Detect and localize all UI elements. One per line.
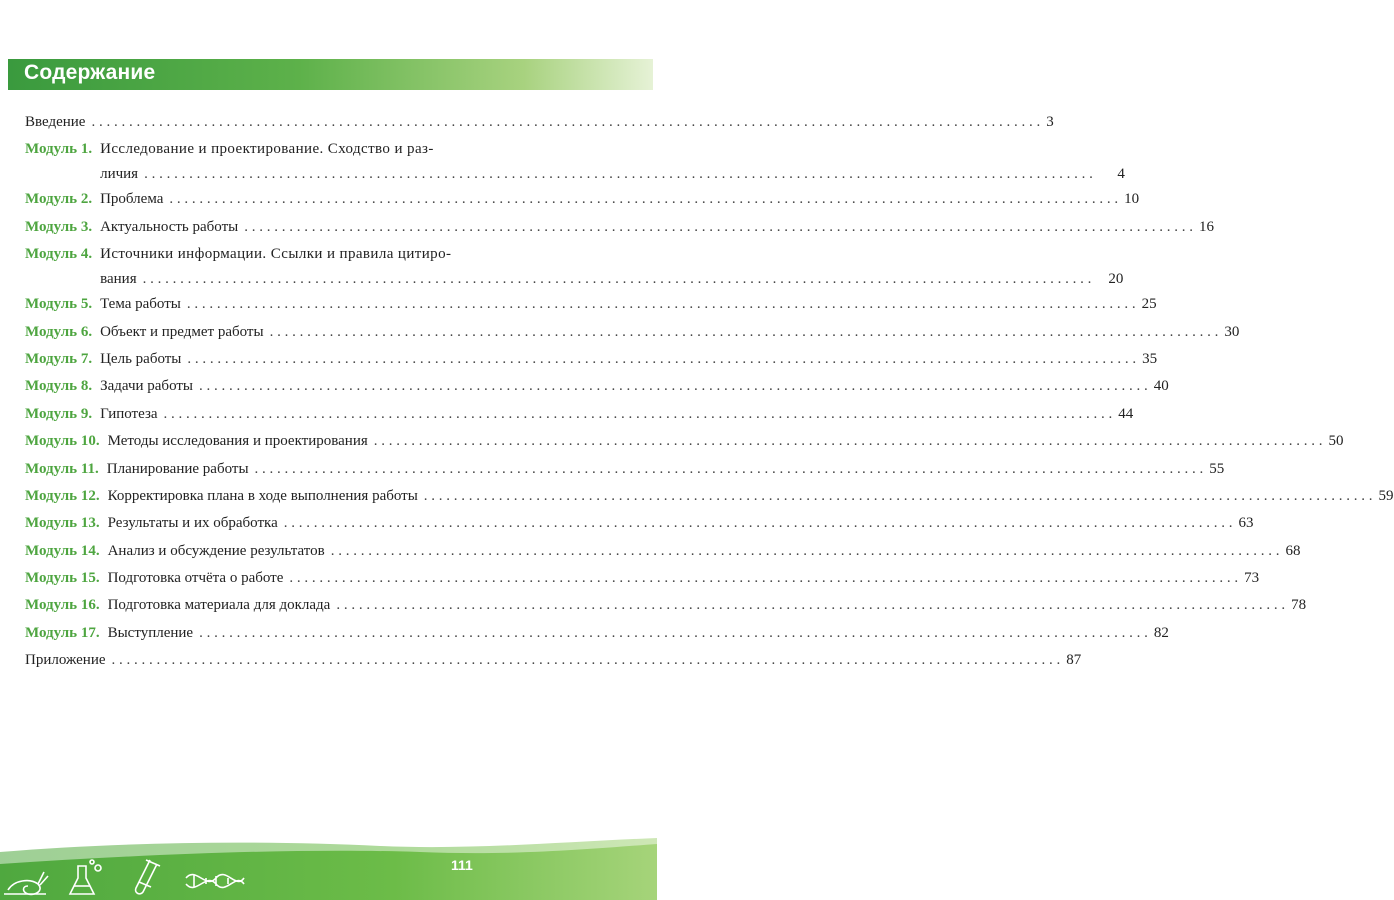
toc-entry-page: 25 [1141,296,1157,313]
module-label: Модуль 13. [25,515,100,532]
toc-entry-title-line1: Исследование и проектирование. Сходство и раз- [100,141,434,158]
toc-entry-module-17[interactable] [25,621,1169,648]
dot-leader [284,511,1233,536]
toc-entry-title-line2: вания [100,271,137,288]
module-label: Модуль 14. [25,542,100,559]
toc-entry-title: Методы исследования и проектирования [107,433,368,450]
toc-entry-title: Корректировка плана в ходе выполнения работы [107,487,418,504]
toc-entry-page: 63 [1238,515,1254,532]
toc-entry-module-12[interactable] [25,484,1394,511]
toc-entry-title-line1: Источники информации. Ссылки и правила цитиро- [100,246,452,263]
module-label: Модуль 17. [25,624,100,641]
toc-entry-appendix[interactable] [25,648,1082,675]
toc-entry-page: 78 [1291,597,1307,614]
toc-entry-title: Подготовка материала для доклада [107,597,331,614]
toc-entry-title: Гипотеза [100,405,158,422]
toc-entry-title: Результаты и их обработка [107,515,278,532]
toc-entry-page: 68 [1285,542,1301,559]
dot-leader [374,429,1323,454]
toc-entry-page: 73 [1244,570,1260,587]
dot-leader [289,566,1238,591]
toc-entry-page: 40 [1153,378,1169,395]
toc-entry-title: Проблема [100,191,164,208]
toc-entry-page: 82 [1153,624,1169,641]
toc-entry-module-16[interactable] [25,593,1307,620]
dot-leader [112,648,1061,673]
dot-leader [169,187,1118,212]
module-label: Модуль 10. [25,433,100,450]
toc-entry-module-2[interactable] [25,187,1140,214]
toc-entry-module-4[interactable] [25,242,1124,292]
toc-entry-title: Объект и предмет работы [100,323,264,340]
toc-entry-title: Цель работы [100,350,182,367]
toc-entry-page: 59 [1378,487,1394,504]
section-title: Содержание [24,61,156,84]
toc-entry-module-7[interactable] [25,347,1158,374]
toc-entry-page: 35 [1142,350,1158,367]
dot-leader [91,110,1040,135]
module-label: Модуль 6. [25,323,93,340]
module-label: Модуль 7. [25,350,93,367]
module-label: Модуль 8. [25,378,93,395]
toc-entry-page: 30 [1224,323,1240,340]
toc-entry-module-3[interactable] [25,215,1214,242]
toc-entry-module-1[interactable] [25,137,1125,187]
toc-entry-module-11[interactable] [25,457,1225,484]
toc-entry-title: Планирование работы [106,460,249,477]
toc-entry-title: Тема работы [100,296,181,313]
module-label: Модуль 4. [25,246,93,263]
toc-entry-page: 20 [1108,271,1124,288]
dot-leader [144,162,1093,187]
footer-decoration [0,838,657,900]
module-label: Модуль 5. [25,296,93,313]
toc-entry-page: 3 [1046,114,1054,130]
toc-entry-title: Задачи работы [100,378,194,395]
toc-entry-module-13[interactable] [25,511,1254,538]
dot-leader [331,539,1280,564]
section-header-bar [8,59,653,90]
toc-entry-module-15[interactable] [25,566,1260,593]
page-number: 111 [451,857,473,873]
toc-entry-page: 50 [1328,433,1344,450]
toc-entry-title: Подготовка отчёта о работе [107,570,284,587]
module-label: Модуль 16. [25,597,100,614]
dot-leader [244,215,1193,240]
module-label: Модуль 3. [25,218,93,235]
dot-leader [187,292,1136,317]
toc-entry-title: Приложение [25,652,106,669]
module-label: Модуль 1. [25,141,93,158]
dot-leader [187,347,1136,372]
toc-entry-title: Анализ и обсуждение результатов [107,542,325,559]
toc-entry-module-6[interactable] [25,320,1240,347]
toc-entry-page: 16 [1198,218,1214,235]
toc-entry-module-8[interactable] [25,374,1169,401]
module-label: Модуль 2. [25,191,93,208]
toc-entry-module-10[interactable] [25,429,1344,456]
dot-leader [199,621,1148,646]
module-label: Модуль 15. [25,570,100,587]
toc-entry-module-5[interactable] [25,292,1157,319]
module-label: Модуль 12. [25,487,100,504]
module-label: Модуль 9. [25,405,93,422]
dot-leader [270,320,1219,345]
dot-leader [255,457,1204,482]
dot-leader [424,484,1373,509]
toc-entry-page: 4 [1117,166,1125,183]
table-of-contents [25,110,1394,676]
toc-entry-title: Введение [25,114,86,130]
dot-leader [336,593,1285,618]
toc-entry-page: 55 [1209,460,1225,477]
dot-leader [164,402,1113,427]
dot-leader [199,374,1148,399]
toc-entry-page: 10 [1124,191,1140,208]
toc-entry-page: 44 [1118,405,1134,422]
toc-entry-title: Актуальность работы [100,218,239,235]
module-label: Модуль 11. [25,460,99,477]
toc-entry-introduction[interactable] [25,110,1054,137]
toc-entry-page: 87 [1066,652,1082,669]
toc-entry-title: Выступление [107,624,194,641]
dot-leader [143,267,1092,292]
toc-entry-module-9[interactable] [25,402,1134,429]
toc-entry-title-line2: личия [100,166,139,183]
toc-entry-module-14[interactable] [25,539,1301,566]
